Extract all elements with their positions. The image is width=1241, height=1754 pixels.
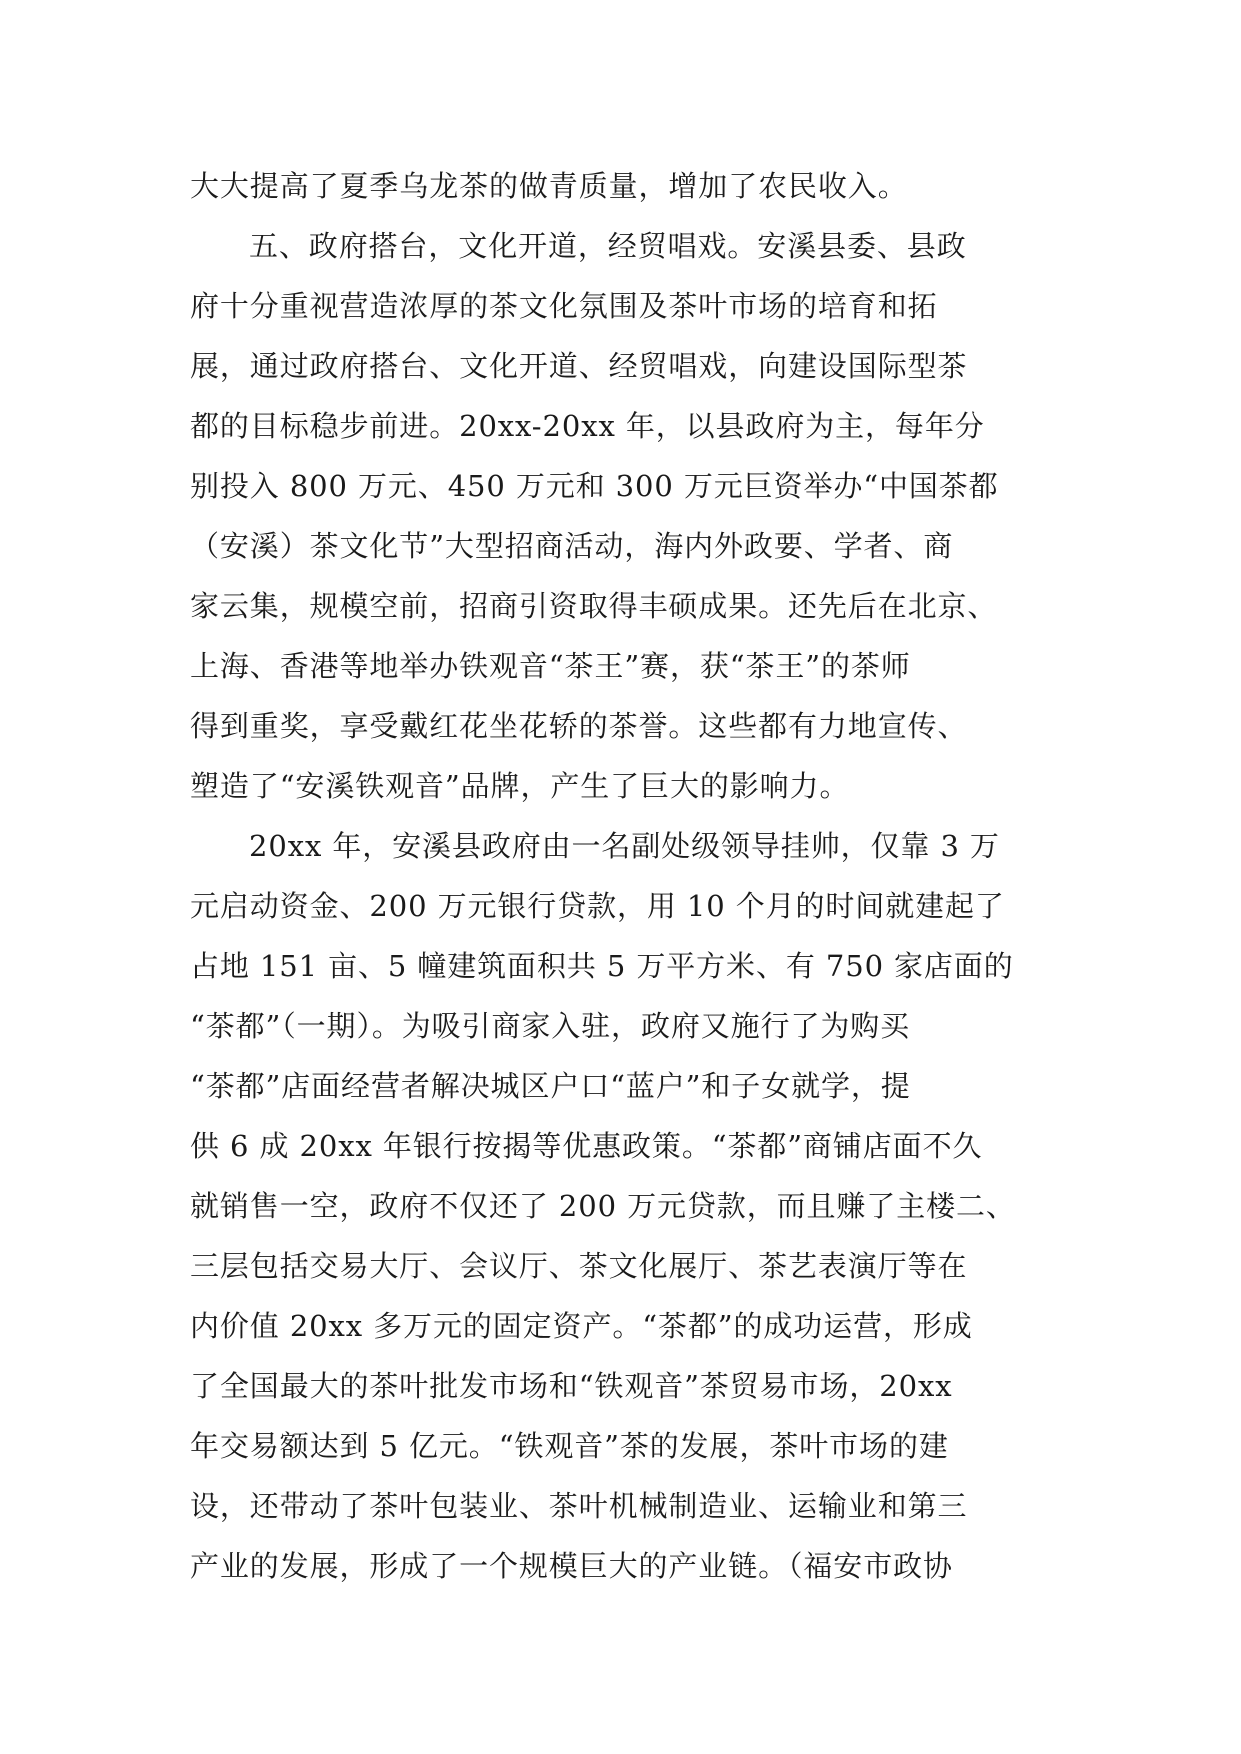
- text-line: 年交易额达到 5 亿元。“铁观音”茶的发展，茶叶市场的建: [190, 1429, 949, 1463]
- text-line: 占地 151 亩、5 幢建筑面积共 5 万平方米、有 750 家店面的: [190, 949, 1014, 983]
- text-line: 展，通过政府搭台、文化开道、经贸唱戏，向建设国际型茶: [190, 349, 968, 383]
- text-line: “茶都”店面经营者解决城区户口“蓝户”和子女就学，提: [190, 1069, 911, 1103]
- text-line: 塑造了“安溪铁观音”品牌，产生了巨大的影响力。: [190, 769, 850, 803]
- text-line: 内价值 20xx 多万元的固定资产。“茶都”的成功运营，形成: [190, 1309, 973, 1343]
- text-line: （安溪）茶文化节”大型招商活动，海内外政要、学者、商: [190, 529, 954, 563]
- text-line: “茶都”（一期）。为吸引商家入驻，政府又施行了为购买: [190, 1009, 911, 1043]
- text-line: 大大提高了夏季乌龙茶的做青质量，增加了农民收入。: [190, 169, 908, 203]
- text-line: 三层包括交易大厅、会议厅、茶文化展厅、茶艺表演厅等在: [190, 1249, 968, 1283]
- text-line: 别投入 800 万元、450 万元和 300 万元巨资举办“中国茶都: [190, 469, 999, 503]
- text-line: 产业的发展，形成了一个规模巨大的产业链。（福安市政协: [190, 1549, 953, 1583]
- document-body: [190, 156, 1070, 1596]
- text-line: 家云集，规模空前，招商引资取得丰硕成果。还先后在北京、: [190, 589, 998, 623]
- paragraph-start-line: 五、政府搭台，文化开道，经贸唱戏。安溪县委、县政: [249, 229, 967, 263]
- text-line: 供 6 成 20xx 年银行按揭等优惠政策。“茶都”商铺店面不久: [190, 1129, 983, 1163]
- text-line: 得到重奖，享受戴红花坐花轿的茶誉。这些都有力地宣传、: [190, 709, 968, 743]
- text-line: 元启动资金、200 万元银行贷款，用 10 个月的时间就建起了: [190, 889, 1005, 923]
- text-line: 设，还带动了茶叶包装业、茶叶机械制造业、运输业和第三: [190, 1489, 968, 1523]
- text-line: 府十分重视营造浓厚的茶文化氛围及茶叶市场的培育和拓: [190, 289, 938, 323]
- text-line: 都的目标稳步前进。20xx-20xx 年，以县政府为主，每年分: [190, 409, 985, 443]
- paragraph-start-line: 20xx 年，安溪县政府由一名副处级领导挂帅，仅靠 3 万: [249, 829, 1000, 863]
- text-line: 就销售一空，政府不仅还了 200 万元贷款，而且赚了主楼二、: [190, 1189, 1016, 1223]
- text-line: 上海、香港等地举办铁观音“茶王”赛，获“茶王”的茶师: [190, 649, 911, 683]
- text-line: 了全国最大的茶叶批发市场和“铁观音”茶贸易市场，20xx: [190, 1369, 953, 1403]
